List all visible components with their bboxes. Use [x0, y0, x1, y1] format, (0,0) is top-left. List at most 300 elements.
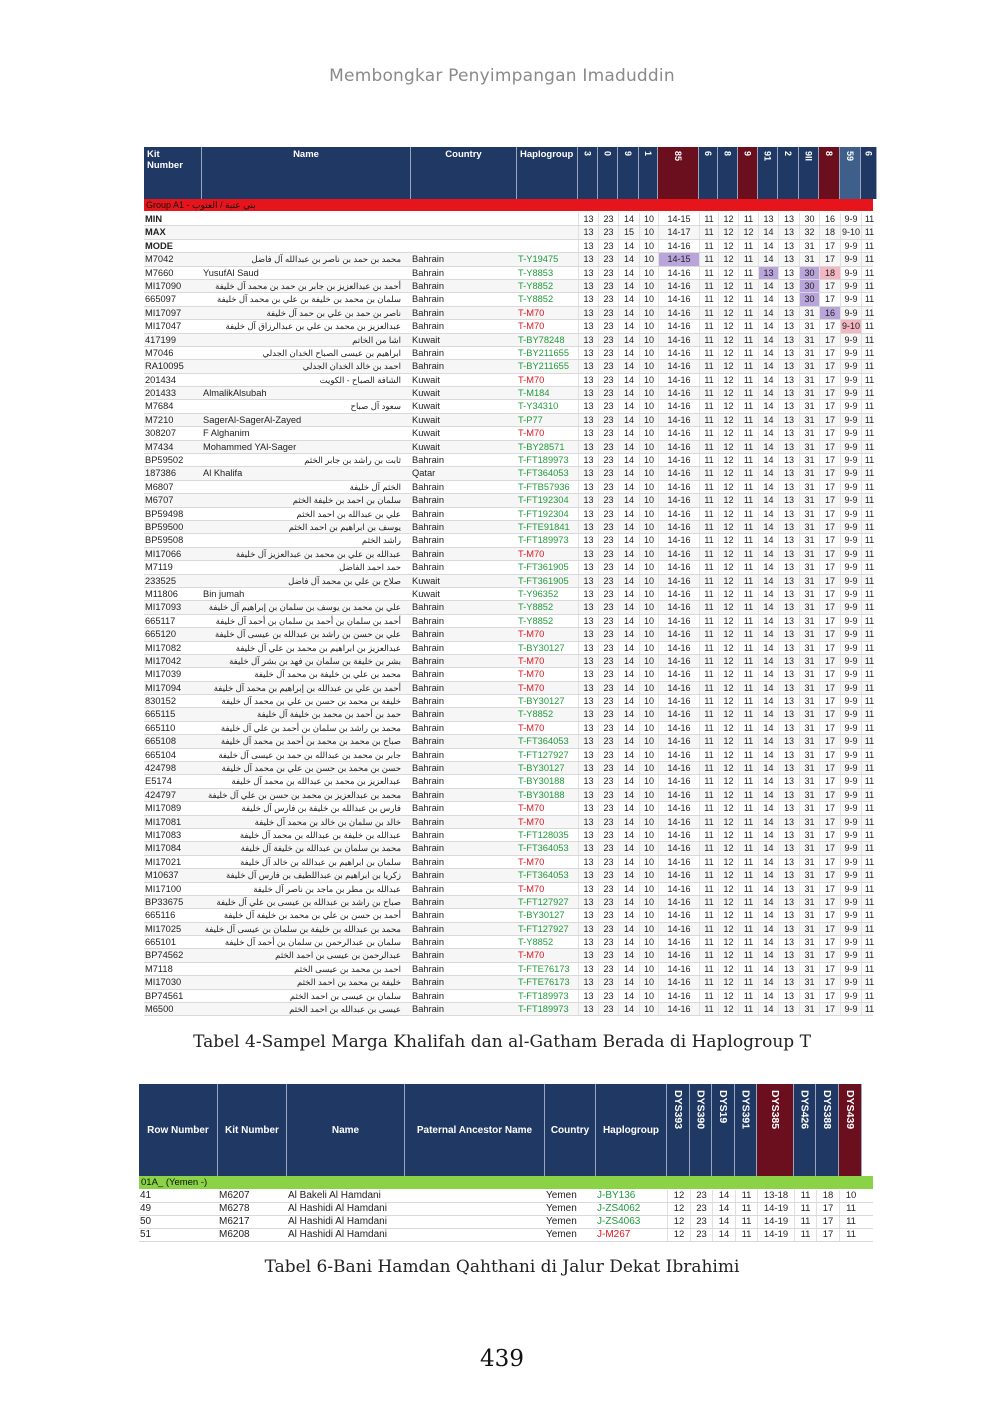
marker-value: 14-16	[658, 990, 699, 1002]
haplogroup: T-FT361905	[518, 562, 569, 573]
country: Bahrain	[412, 883, 445, 894]
marker-value: 13	[578, 601, 598, 613]
kit-number: MI17081	[145, 816, 182, 827]
haplogroup: T-BY211655	[518, 361, 569, 372]
table-row	[144, 842, 873, 855]
marker-value: 10	[639, 655, 658, 667]
marker-value: 9-9	[840, 374, 861, 386]
paternal-ancestor	[406, 1229, 545, 1241]
marker-value: 10	[639, 963, 658, 975]
country: Qatar	[412, 468, 436, 479]
marker-value: 9-9	[840, 615, 861, 627]
marker-value: 10	[639, 722, 658, 734]
haplogroup: T-BY30127	[518, 696, 565, 707]
marker-value: 14	[618, 454, 639, 466]
marker-value: 17	[819, 240, 840, 252]
marker-value: 18	[819, 226, 840, 238]
marker-value: 11	[738, 936, 758, 948]
marker-value: 11	[861, 668, 877, 680]
marker-value: 14-16	[658, 802, 699, 814]
marker-header	[738, 147, 758, 199]
marker-value: 11	[699, 548, 718, 560]
marker-value: 11	[861, 923, 877, 935]
marker-value: 11	[861, 427, 877, 439]
marker-value: 9-9	[840, 1003, 861, 1015]
marker-value: 31	[799, 722, 819, 734]
marker-value: 11	[738, 293, 758, 305]
marker-value: 14	[618, 534, 639, 546]
country: Yemen	[546, 1216, 577, 1227]
marker-value: 14	[618, 293, 639, 305]
country: Bahrain	[412, 1004, 445, 1015]
marker-value: 11	[861, 588, 877, 600]
marker-value: 23	[598, 293, 618, 305]
marker-value: 11	[839, 1216, 862, 1228]
marker-value: 14	[618, 441, 639, 453]
marker-value: 11	[794, 1190, 816, 1202]
country: Kuwait	[412, 401, 440, 412]
marker-header	[667, 1084, 690, 1176]
kit-number: M10637	[145, 870, 179, 881]
marker-value: 12	[718, 949, 738, 961]
haplogroup: T-M70	[518, 816, 545, 827]
marker-value: 13	[578, 923, 598, 935]
kit-number: M7210	[145, 414, 174, 425]
marker-value: 14-16	[658, 374, 699, 386]
haplogroup: T-M70	[518, 950, 545, 961]
marker-value: 11	[738, 856, 758, 868]
marker-value: 9-10	[841, 321, 860, 332]
marker-value: 10	[639, 601, 658, 613]
haplogroup-t-table	[144, 147, 873, 1017]
marker-value: 14	[758, 775, 778, 787]
kit-number: BP74561	[145, 990, 184, 1001]
marker-value: 14	[758, 655, 778, 667]
person-name: أحمد بن حسن بن علي بن محمد بن خليفة آل خليفة	[223, 910, 401, 921]
country: Bahrain	[412, 642, 445, 653]
marker-value: 14-16	[658, 749, 699, 761]
kit-number: BP59508	[145, 535, 184, 546]
marker-value: 11	[699, 534, 718, 546]
haplogroup: T-FT361905	[518, 575, 569, 586]
marker-value: 9-9	[840, 923, 861, 935]
marker-value: 11	[861, 615, 877, 627]
marker-value: 11	[738, 816, 758, 828]
table-row	[144, 655, 873, 668]
marker-value: 14	[618, 628, 639, 640]
kit-number: 665097	[145, 294, 177, 305]
haplogroup: T-BY30127	[518, 763, 565, 774]
marker-value: 11	[699, 347, 718, 359]
haplogroup: T-BY78248	[518, 334, 565, 345]
marker-value: 11	[738, 360, 758, 372]
table-row	[144, 293, 873, 306]
header-country: Country	[411, 147, 517, 199]
marker-value: 23	[690, 1203, 712, 1215]
marker-value: 17	[819, 802, 840, 814]
marker-value: 14-16	[658, 494, 699, 506]
marker-value: 17	[819, 909, 840, 921]
marker-value: 14	[618, 856, 639, 868]
person-name: سلمان بن محمد بن خليفة بن علي بن محمد آل خليفة	[217, 294, 401, 305]
stat-row	[144, 226, 873, 239]
marker-value: 12	[738, 226, 758, 238]
marker-value: 13	[578, 213, 598, 225]
marker-header	[735, 1084, 757, 1176]
marker-value: 11	[738, 668, 758, 680]
person-name: سلمان بن احمد بن خليفة الخثم	[292, 495, 401, 506]
marker-value: 9-9	[840, 655, 861, 667]
header-haplogroup: Haplogroup	[596, 1084, 667, 1176]
marker-header-label: DYS390	[694, 1090, 707, 1130]
marker-value: 14	[618, 427, 639, 439]
marker-value: 17	[819, 575, 840, 587]
marker-value: 11	[699, 508, 718, 520]
country: Bahrain	[412, 816, 445, 827]
marker-value: 13	[578, 588, 598, 600]
country: Bahrain	[412, 977, 445, 988]
person-name: Mohammed YAl-Sager	[203, 441, 297, 452]
marker-value: 13	[578, 334, 598, 346]
kit-number: MI17047	[145, 321, 182, 332]
marker-value: 14-16	[658, 949, 699, 961]
marker-value: 11	[861, 374, 877, 386]
marker-value: 14	[758, 642, 778, 654]
marker-value: 14-16	[658, 534, 699, 546]
marker-value: 14-16	[658, 668, 699, 680]
table-row	[144, 334, 873, 347]
marker-value: 23	[598, 909, 618, 921]
country: Kuwait	[412, 414, 440, 425]
marker-value: 11	[861, 454, 877, 466]
marker-header-label: DYS393	[672, 1090, 684, 1130]
marker-header-label: 9	[742, 151, 753, 157]
marker-value: 12	[667, 1190, 690, 1202]
country: Bahrain	[412, 749, 445, 760]
kit-number: 308207	[145, 428, 177, 439]
table-row	[144, 521, 873, 534]
marker-value: 9-9	[840, 749, 861, 761]
marker-value: 11	[738, 601, 758, 613]
person-name: خالد بن سلمان بن خالد بن محمد آل خليفة	[254, 816, 401, 827]
paternal-ancestor	[406, 1216, 545, 1228]
haplogroup: T-Y8852	[518, 602, 554, 613]
marker-value: 14-17	[658, 226, 699, 238]
marker-value: 14	[618, 307, 639, 319]
haplogroup: T-M70	[518, 307, 545, 318]
marker-value: 14	[758, 695, 778, 707]
marker-value: 11	[861, 347, 877, 359]
table-row	[144, 949, 873, 962]
marker-value: 13	[778, 883, 799, 895]
marker-value: 23	[598, 280, 618, 292]
marker-value: 10	[639, 307, 658, 319]
marker-value: 10	[639, 575, 658, 587]
person-name: صباح بن محمد بن محمد بن أحمد بن محمد آل خليفة	[220, 736, 401, 747]
marker-value: 11	[738, 990, 758, 1002]
table-row	[144, 320, 873, 333]
marker-value: 13	[778, 508, 799, 520]
person-name: الخثم آل خليفة	[349, 481, 401, 492]
table-row	[144, 829, 873, 842]
marker-value: 11	[861, 360, 877, 372]
marker-value: 14	[618, 347, 639, 359]
person-name: Al Khalifa	[203, 468, 243, 479]
table-row	[144, 534, 873, 547]
person-name: سلمان بن عيسى بن احمد الخثم	[289, 990, 401, 1001]
marker-value: 11	[699, 320, 718, 332]
person-name: احمد بن محمد بن عيسى الخثم	[294, 963, 401, 974]
marker-value: 12	[718, 802, 738, 814]
marker-value: 31	[799, 856, 819, 868]
marker-value: 14	[758, 708, 778, 720]
marker-header-label: DYS19	[717, 1090, 729, 1124]
haplogroup: T-M70	[518, 803, 545, 814]
marker-value: 23	[598, 253, 618, 265]
marker-value: 14-16	[658, 816, 699, 828]
marker-value: 17	[819, 990, 840, 1002]
marker-value: 11	[699, 226, 718, 238]
kit-number: MI17097	[145, 307, 182, 318]
marker-value: 12	[718, 829, 738, 841]
marker-value: 11	[699, 467, 718, 479]
marker-value: 17	[819, 400, 840, 412]
marker-value: 13	[578, 668, 598, 680]
table-header	[139, 1084, 873, 1176]
marker-value: 11	[699, 963, 718, 975]
marker-value: 11	[861, 789, 877, 801]
person-name: ابراهيم بن عيسى الصباح الخدان الجدلي	[262, 347, 401, 358]
marker-value: 14-16	[658, 963, 699, 975]
marker-value: 14	[758, 816, 778, 828]
marker-value: 11	[699, 1003, 718, 1015]
person-name: حمد بن أحمد بن محمد بن خليفة آل خليفة	[257, 709, 401, 720]
marker-value: 12	[718, 347, 738, 359]
marker-value: 10	[639, 883, 658, 895]
table-row	[144, 762, 873, 775]
person-name: حسن بن محمد بن حسن بن علي بن محمد آل خليفة	[221, 763, 401, 774]
kit-number: M6208	[219, 1229, 250, 1240]
marker-value: 11	[861, 856, 877, 868]
marker-value: 14-16	[658, 615, 699, 627]
marker-value: 14	[758, 280, 778, 292]
marker-value: 13	[778, 735, 799, 747]
marker-value: 11	[861, 575, 877, 587]
marker-value: 12	[718, 307, 738, 319]
marker-value: 11	[861, 240, 877, 252]
marker-value: 12	[718, 387, 738, 399]
person-name: أحمد بن علي بن عبدالله بن إبراهيم بن محمد آل خليفة	[213, 682, 401, 693]
marker-value: 11	[699, 481, 718, 493]
marker-value: 14	[758, 949, 778, 961]
marker-value: 12	[718, 976, 738, 988]
marker-value: 31	[799, 454, 819, 466]
marker-value: 13	[778, 414, 799, 426]
marker-value: 9-9	[840, 414, 861, 426]
marker-value: 11	[861, 936, 877, 948]
marker-header	[639, 147, 658, 199]
marker-value: 23	[598, 615, 618, 627]
marker-value: 31	[799, 708, 819, 720]
country: Bahrain	[412, 923, 445, 934]
person-name: صباح بن راشد بن عبدالله بن عيسى بن علي آل خليفة	[216, 896, 401, 907]
marker-value: 14	[618, 829, 639, 841]
marker-value: 10	[639, 668, 658, 680]
marker-value: 14-16	[658, 762, 699, 774]
marker-value: 14	[618, 642, 639, 654]
person-name: محمد بن حمد بن ناصر بن عبدالله آل فاضل	[251, 254, 401, 265]
marker-value: 11	[738, 722, 758, 734]
marker-value: 14	[758, 936, 778, 948]
marker-value: 11	[861, 548, 877, 560]
kit-number: 665117	[145, 615, 176, 626]
marker-value: 14-15	[658, 213, 699, 225]
marker-value: 17	[819, 695, 840, 707]
marker-value: 11	[699, 789, 718, 801]
marker-value: 11	[699, 414, 718, 426]
marker-value: 13	[778, 454, 799, 466]
marker-value: 17	[816, 1216, 839, 1228]
marker-value: 11	[738, 762, 758, 774]
marker-value: 11	[699, 695, 718, 707]
marker-value: 17	[819, 588, 840, 600]
marker-value: 23	[598, 695, 618, 707]
marker-value: 12	[718, 789, 738, 801]
table-row	[144, 976, 873, 989]
country: Bahrain	[412, 267, 445, 278]
marker-value: 17	[819, 467, 840, 479]
marker-value: 9-9	[840, 762, 861, 774]
marker-value: 14	[758, 347, 778, 359]
marker-value: 11	[861, 320, 877, 332]
haplogroup: T-M70	[518, 682, 545, 693]
person-name: زكريا بن ابراهيم بن عبداللطيف بن فارس آل خليفة	[225, 870, 401, 881]
marker-value: 11	[699, 775, 718, 787]
haplogroup: T-Y8852	[518, 294, 554, 305]
marker-value: 23	[598, 267, 618, 279]
person-name: سلمان بن ابراهيم بن عبدالله بن خالد آل خليفة	[240, 856, 401, 867]
country: Bahrain	[412, 294, 445, 305]
marker-value: 14	[618, 374, 639, 386]
marker-value: 17	[819, 883, 840, 895]
marker-value: 23	[598, 427, 618, 439]
marker-value: 14	[758, 414, 778, 426]
marker-value: 13	[578, 642, 598, 654]
marker-value: 13	[578, 374, 598, 386]
marker-value: 23	[598, 548, 618, 560]
marker-value: 16	[819, 213, 840, 225]
marker-value: 14	[618, 387, 639, 399]
marker-value: 11	[738, 213, 758, 225]
table-row	[144, 387, 873, 400]
marker-value: 11	[738, 655, 758, 667]
marker-value: 13	[778, 990, 799, 1002]
marker-value: 10	[639, 749, 658, 761]
marker-value: 14-16	[658, 896, 699, 908]
marker-value: 11	[699, 816, 718, 828]
row-number: 41	[140, 1190, 152, 1201]
marker-value: 13	[578, 896, 598, 908]
marker-value: 17	[819, 655, 840, 667]
table-row	[144, 588, 873, 601]
marker-value: 11	[699, 949, 718, 961]
marker-value: 17	[819, 816, 840, 828]
marker-header-label: 8	[824, 151, 834, 157]
table-row	[144, 561, 873, 574]
marker-value: 11	[861, 802, 877, 814]
marker-value: 11	[861, 213, 877, 225]
marker-value: 11	[738, 883, 758, 895]
marker-value: 13	[578, 722, 598, 734]
haplogroup: T-P77	[518, 414, 543, 425]
marker-value: 16	[819, 307, 840, 319]
marker-value: 10	[639, 588, 658, 600]
person-name: علي بن عبدالله بن احمد الخثم	[296, 508, 401, 519]
marker-value: 9-9	[840, 829, 861, 841]
marker-value: 13	[778, 816, 799, 828]
marker-value: 10	[639, 802, 658, 814]
stat-row	[144, 213, 873, 226]
marker-value: 13	[578, 949, 598, 961]
marker-value: 14	[758, 735, 778, 747]
marker-value: 17	[819, 735, 840, 747]
country: Bahrain	[412, 963, 445, 974]
marker-value: 14-16	[658, 521, 699, 533]
paternal-ancestor	[406, 1203, 545, 1215]
country: Bahrain	[412, 629, 445, 640]
marker-value: 9-9	[840, 708, 861, 720]
country: Bahrain	[412, 937, 445, 948]
marker-value: 13	[578, 414, 598, 426]
marker-value: 13	[578, 494, 598, 506]
marker-value: 31	[799, 253, 819, 265]
marker-value: 13	[778, 267, 799, 279]
table-row	[144, 601, 873, 614]
marker-value: 13	[778, 708, 799, 720]
marker-value: 13	[578, 909, 598, 921]
marker-value: 14-16	[658, 642, 699, 654]
kit-number: M11806	[145, 588, 178, 599]
marker-value: 23	[598, 240, 618, 252]
marker-value: 11	[861, 400, 877, 412]
table-row	[144, 896, 873, 909]
bani-hamdan-table	[139, 1084, 873, 1244]
row-number: 49	[140, 1203, 152, 1214]
marker-header-label: 85	[673, 151, 683, 162]
marker-header	[839, 1084, 862, 1176]
marker-value: 9-9	[840, 521, 861, 533]
haplogroup: T-FT364053	[518, 736, 569, 747]
marker-value: 14	[758, 829, 778, 841]
marker-value: 14-16	[658, 775, 699, 787]
table-row	[144, 441, 873, 454]
marker-value: 12	[718, 722, 738, 734]
marker-value: 13	[578, 976, 598, 988]
marker-value: 11	[699, 802, 718, 814]
marker-value: 12	[718, 280, 738, 292]
marker-value: 11	[699, 856, 718, 868]
marker-value: 14	[618, 334, 639, 346]
header-haplogroup: Haplogroup	[517, 147, 578, 199]
marker-value: 13	[578, 775, 598, 787]
marker-value: 9-9	[840, 334, 861, 346]
kit-number: 830152	[145, 696, 177, 707]
row-number: 51	[140, 1229, 152, 1240]
haplogroup: T-BY28571	[518, 441, 565, 452]
marker-value: 11	[699, 909, 718, 921]
marker-value: 11	[861, 816, 877, 828]
haplogroup: T-Y8852	[518, 280, 554, 291]
